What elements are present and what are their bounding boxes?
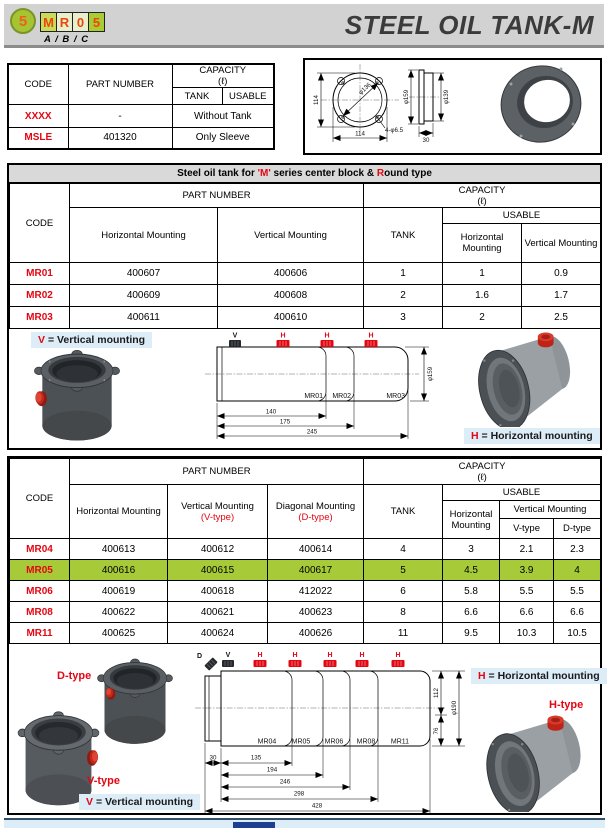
m-series-section: [7, 163, 602, 450]
col-header-d-type: D-type: [554, 519, 601, 539]
part-v-cell: 400606: [218, 263, 364, 285]
mount-label: Diagonal Mounting: [275, 500, 356, 512]
part-h-cell: 400607: [70, 263, 218, 285]
usable-v-cell: 5.5: [500, 581, 554, 602]
table-row: [8, 105, 274, 128]
part-number-cell: -: [68, 105, 172, 128]
usable-v-cell: 2.1: [500, 539, 554, 560]
sleeve-drawing-box: [303, 58, 602, 155]
code-suffix: A / B / C: [44, 34, 90, 45]
table-header-row: [10, 459, 601, 485]
col-header-tank: TANK: [364, 208, 443, 263]
port-h-label: H: [359, 652, 365, 659]
port-d-label: D: [197, 653, 203, 660]
part-h-cell: 400611: [70, 307, 218, 329]
usable-h-cell: 5.8: [443, 581, 500, 602]
capacity-label: CAPACITY: [458, 184, 506, 196]
legend-letter: H: [478, 670, 486, 682]
dim-label: 246: [279, 778, 291, 786]
sleeve-technical-drawing: [305, 60, 600, 153]
model-code-boxes: [41, 12, 105, 32]
tank-cell: 11: [364, 623, 443, 644]
col-header-code: CODE: [10, 184, 70, 263]
usable-h-cell: 9.5: [443, 623, 500, 644]
mount-type-label: (D-type): [298, 511, 333, 523]
col-header-capacity: [364, 184, 601, 208]
model-label: MR03: [386, 393, 405, 400]
port-h-label: H: [395, 652, 401, 659]
h-type-label: H-type: [549, 699, 584, 711]
dim-label: 114: [313, 95, 320, 105]
mr-large-profile-drawing: [195, 646, 487, 816]
horizontal-mounting-legend: [471, 668, 607, 684]
code-box: 0: [72, 12, 89, 32]
capacity-label: CAPACITY: [199, 65, 247, 76]
code-cell: MR11: [10, 623, 70, 644]
model-label: MR11: [390, 738, 410, 746]
part-d-cell: 400617: [268, 560, 364, 581]
model-label: MR02: [332, 393, 351, 400]
legend-letter: V: [86, 796, 94, 808]
table-row: [10, 263, 601, 285]
usable-d-cell: 6.6: [554, 602, 601, 623]
sleeve-3d-image: [493, 60, 589, 151]
legend-text: = Horizontal mounting: [481, 430, 593, 442]
vertical-mounting-legend: [79, 794, 200, 810]
page-title: STEEL OIL TANK-M: [344, 10, 594, 40]
port-h-label: H: [327, 652, 333, 659]
table-row: [10, 539, 601, 560]
col-header-part-number: PART NUMBER: [70, 184, 364, 208]
red-cap: [538, 333, 554, 348]
mount-label: Vertical Mounting: [181, 500, 254, 512]
v-type-label: V-type: [87, 775, 121, 787]
col-header-usable-horizontal: Horizontal Mounting: [443, 501, 500, 539]
port-h-label: H: [368, 332, 374, 340]
tank-cell: 4: [364, 539, 443, 560]
model-label: MR06: [324, 738, 344, 746]
capacity-unit: (ℓ): [218, 76, 228, 87]
dim-label: 112: [433, 688, 440, 698]
mr-large-section: [7, 456, 602, 815]
table-row: [10, 581, 601, 602]
red-port: [35, 391, 47, 406]
usable-v-cell: 1.7: [522, 285, 601, 307]
legend-text: = Vertical mounting: [95, 796, 194, 808]
horizontal-mounting-legend: [464, 428, 600, 444]
col-header-part-number: PART NUMBER: [70, 459, 364, 485]
dim-label: 114: [355, 130, 365, 138]
dim-label: 175: [279, 418, 291, 426]
dim-label: φ190: [451, 700, 458, 716]
dim-label: 194: [266, 766, 278, 774]
usable-v-cell: 0.9: [522, 263, 601, 285]
dim-label: 245: [306, 428, 318, 436]
footer-strip: [4, 818, 605, 828]
usable-h-cell: 3: [443, 539, 500, 560]
part-h-cell: 400622: [70, 602, 168, 623]
mount-type-label: (V-type): [200, 511, 235, 523]
table-header-row: [8, 64, 274, 88]
col-header-tank: TANK: [364, 485, 443, 539]
legend-text: = Horizontal mounting: [488, 670, 600, 682]
usable-h-cell: 4.5: [443, 560, 500, 581]
usable-d-cell: 2.3: [554, 539, 601, 560]
dim-label: 298: [293, 790, 305, 798]
series-badge: 5: [10, 8, 36, 34]
part-v-cell: 400621: [168, 602, 268, 623]
tank-cell: 3: [364, 307, 443, 329]
model-label: MR05: [291, 738, 311, 746]
part-v-cell: 400612: [168, 539, 268, 560]
port-h-label: H: [292, 652, 298, 659]
part-h-cell: 400619: [70, 581, 168, 602]
usable-d-cell: 5.5: [554, 581, 601, 602]
col-header-part-number: PART NUMBER: [68, 64, 172, 105]
code-box: M: [40, 12, 57, 32]
part-v-cell: 400618: [168, 581, 268, 602]
usable-v-cell: 6.6: [500, 602, 554, 623]
code-cell: MR05: [10, 560, 70, 581]
vertical-tank-3d-image: [27, 343, 127, 447]
dim-label: 140: [265, 408, 277, 416]
table-header-row: [10, 485, 601, 501]
red-port: [87, 750, 98, 765]
tank-cell: 5: [364, 560, 443, 581]
port-h-label: H: [257, 652, 263, 659]
usable-h-cell: 6.6: [443, 602, 500, 623]
capacity-label: CAPACITY: [458, 460, 506, 472]
part-v-cell: 400610: [218, 307, 364, 329]
dim-label: φ139: [443, 89, 450, 105]
code-box: 5: [88, 12, 105, 32]
col-header-usable: USABLE: [443, 208, 601, 224]
dim-label: 76: [433, 727, 440, 735]
part-v-cell: 400624: [168, 623, 268, 644]
dim-label: 428: [311, 802, 323, 810]
table-header-row: [10, 208, 601, 224]
tank-cell: 8: [364, 602, 443, 623]
footer-tab: [233, 822, 275, 828]
horizontal-tank-3d-image: [469, 329, 591, 427]
port-v-label: V: [232, 332, 238, 340]
code-cell: XXXX: [8, 105, 68, 128]
part-h-cell: 400609: [70, 285, 218, 307]
usable-v-cell: 10.3: [500, 623, 554, 644]
title-text: series center block &: [270, 168, 377, 179]
title-text: ound type: [384, 168, 432, 179]
col-header-v-type: V-type: [500, 519, 554, 539]
part-v-cell: 400608: [218, 285, 364, 307]
dim-label: 135: [250, 754, 262, 762]
code-cell: MR02: [10, 285, 70, 307]
page-header: [4, 4, 604, 48]
usable-d-cell: 10.5: [554, 623, 601, 644]
table-row: [10, 602, 601, 623]
tank-cell: 2: [364, 285, 443, 307]
col-header-usable-vertical: Vertical Mounting: [500, 501, 601, 519]
usable-h-cell: 1: [443, 263, 522, 285]
col-header-vertical-mounting: Vertical Mounting: [218, 208, 364, 263]
dim-label: φ159: [403, 89, 410, 105]
port-h-label: H: [324, 332, 330, 340]
capacity-unit: (ℓ): [477, 471, 487, 483]
usable-d-cell: 4: [554, 560, 601, 581]
title-text: Steel oil tank for: [177, 168, 258, 179]
code-cell: MR06: [10, 581, 70, 602]
table-row-highlighted: [10, 560, 601, 581]
h-type-tank-3d-image: [477, 712, 602, 812]
legend-letter: H: [471, 430, 479, 442]
legend-letter: V: [38, 334, 46, 346]
col-header-usable: USABLE: [222, 88, 274, 105]
code-cell: MR03: [10, 307, 70, 329]
sleeve-table: [7, 63, 275, 150]
table-row: [10, 623, 601, 644]
title-text-red: 'M': [257, 168, 271, 179]
capacity-unit: (ℓ): [477, 195, 487, 207]
usable-v-cell: 3.9: [500, 560, 554, 581]
part-d-cell: 400623: [268, 602, 364, 623]
model-label: MR04: [257, 738, 277, 746]
part-h-cell: 400613: [70, 539, 168, 560]
col-header-horizontal-mounting: Horizontal Mounting: [70, 208, 218, 263]
d-type-label: D-type: [57, 670, 92, 682]
col-header-tank: TANK: [172, 88, 222, 105]
dim-label: 30: [209, 754, 217, 762]
code-box: R: [56, 12, 73, 32]
dim-label: 30: [422, 137, 430, 144]
dim-label: 4-φ6.5: [385, 127, 404, 134]
col-header-horizontal-mounting: Horizontal Mounting: [70, 485, 168, 539]
part-v-cell: 400615: [168, 560, 268, 581]
code-cell: MSLE: [8, 128, 68, 149]
capacity-cell: Without Tank: [172, 105, 274, 128]
red-cap: [548, 716, 564, 731]
part-number-cell: 401320: [68, 128, 172, 149]
part-d-cell: 400626: [268, 623, 364, 644]
tank-cell: 6: [364, 581, 443, 602]
col-header-usable-horizontal: Horizontal Mounting: [443, 224, 522, 263]
table-row: [8, 128, 274, 149]
col-header-capacity: [172, 64, 274, 88]
model-label: MR08: [356, 738, 376, 746]
mr-large-table: [9, 458, 601, 644]
m-series-table: [9, 183, 601, 329]
section-title: [9, 165, 600, 183]
capacity-cell: Only Sleeve: [172, 128, 274, 149]
usable-h-cell: 1.6: [443, 285, 522, 307]
col-header-usable: USABLE: [443, 485, 601, 501]
port-v-label: V: [225, 652, 231, 659]
col-header-vertical-mounting: [168, 485, 268, 539]
table-header-row: [10, 184, 601, 208]
col-header-code: CODE: [8, 64, 68, 105]
part-d-cell: 412022: [268, 581, 364, 602]
table-row: [10, 285, 601, 307]
usable-v-cell: 2.5: [522, 307, 601, 329]
d-port-icon: [204, 657, 217, 670]
tank-cell: 1: [364, 263, 443, 285]
mr-large-diagram: [9, 644, 600, 814]
code-cell: MR04: [10, 539, 70, 560]
title-text-red: R: [376, 168, 385, 179]
usable-h-cell: 2: [443, 307, 522, 329]
legend-text: = Vertical mounting: [47, 334, 146, 346]
part-h-cell: 400616: [70, 560, 168, 581]
col-header-diagonal-mounting: [268, 485, 364, 539]
dim-label: φ159: [427, 366, 434, 382]
port-h-label: H: [280, 332, 286, 340]
code-cell: MR08: [10, 602, 70, 623]
col-header-usable-vertical: Vertical Mounting: [522, 224, 601, 263]
col-header-capacity: [364, 459, 601, 485]
part-h-cell: 400625: [70, 623, 168, 644]
model-label: MR01: [304, 393, 323, 400]
col-header-code: CODE: [10, 459, 70, 539]
table-row: [10, 307, 601, 329]
m-series-diagram: [9, 329, 600, 449]
m-series-profile-drawing: [205, 329, 460, 447]
code-cell: MR01: [10, 263, 70, 285]
part-d-cell: 400614: [268, 539, 364, 560]
dim-label: φ136: [357, 81, 373, 97]
